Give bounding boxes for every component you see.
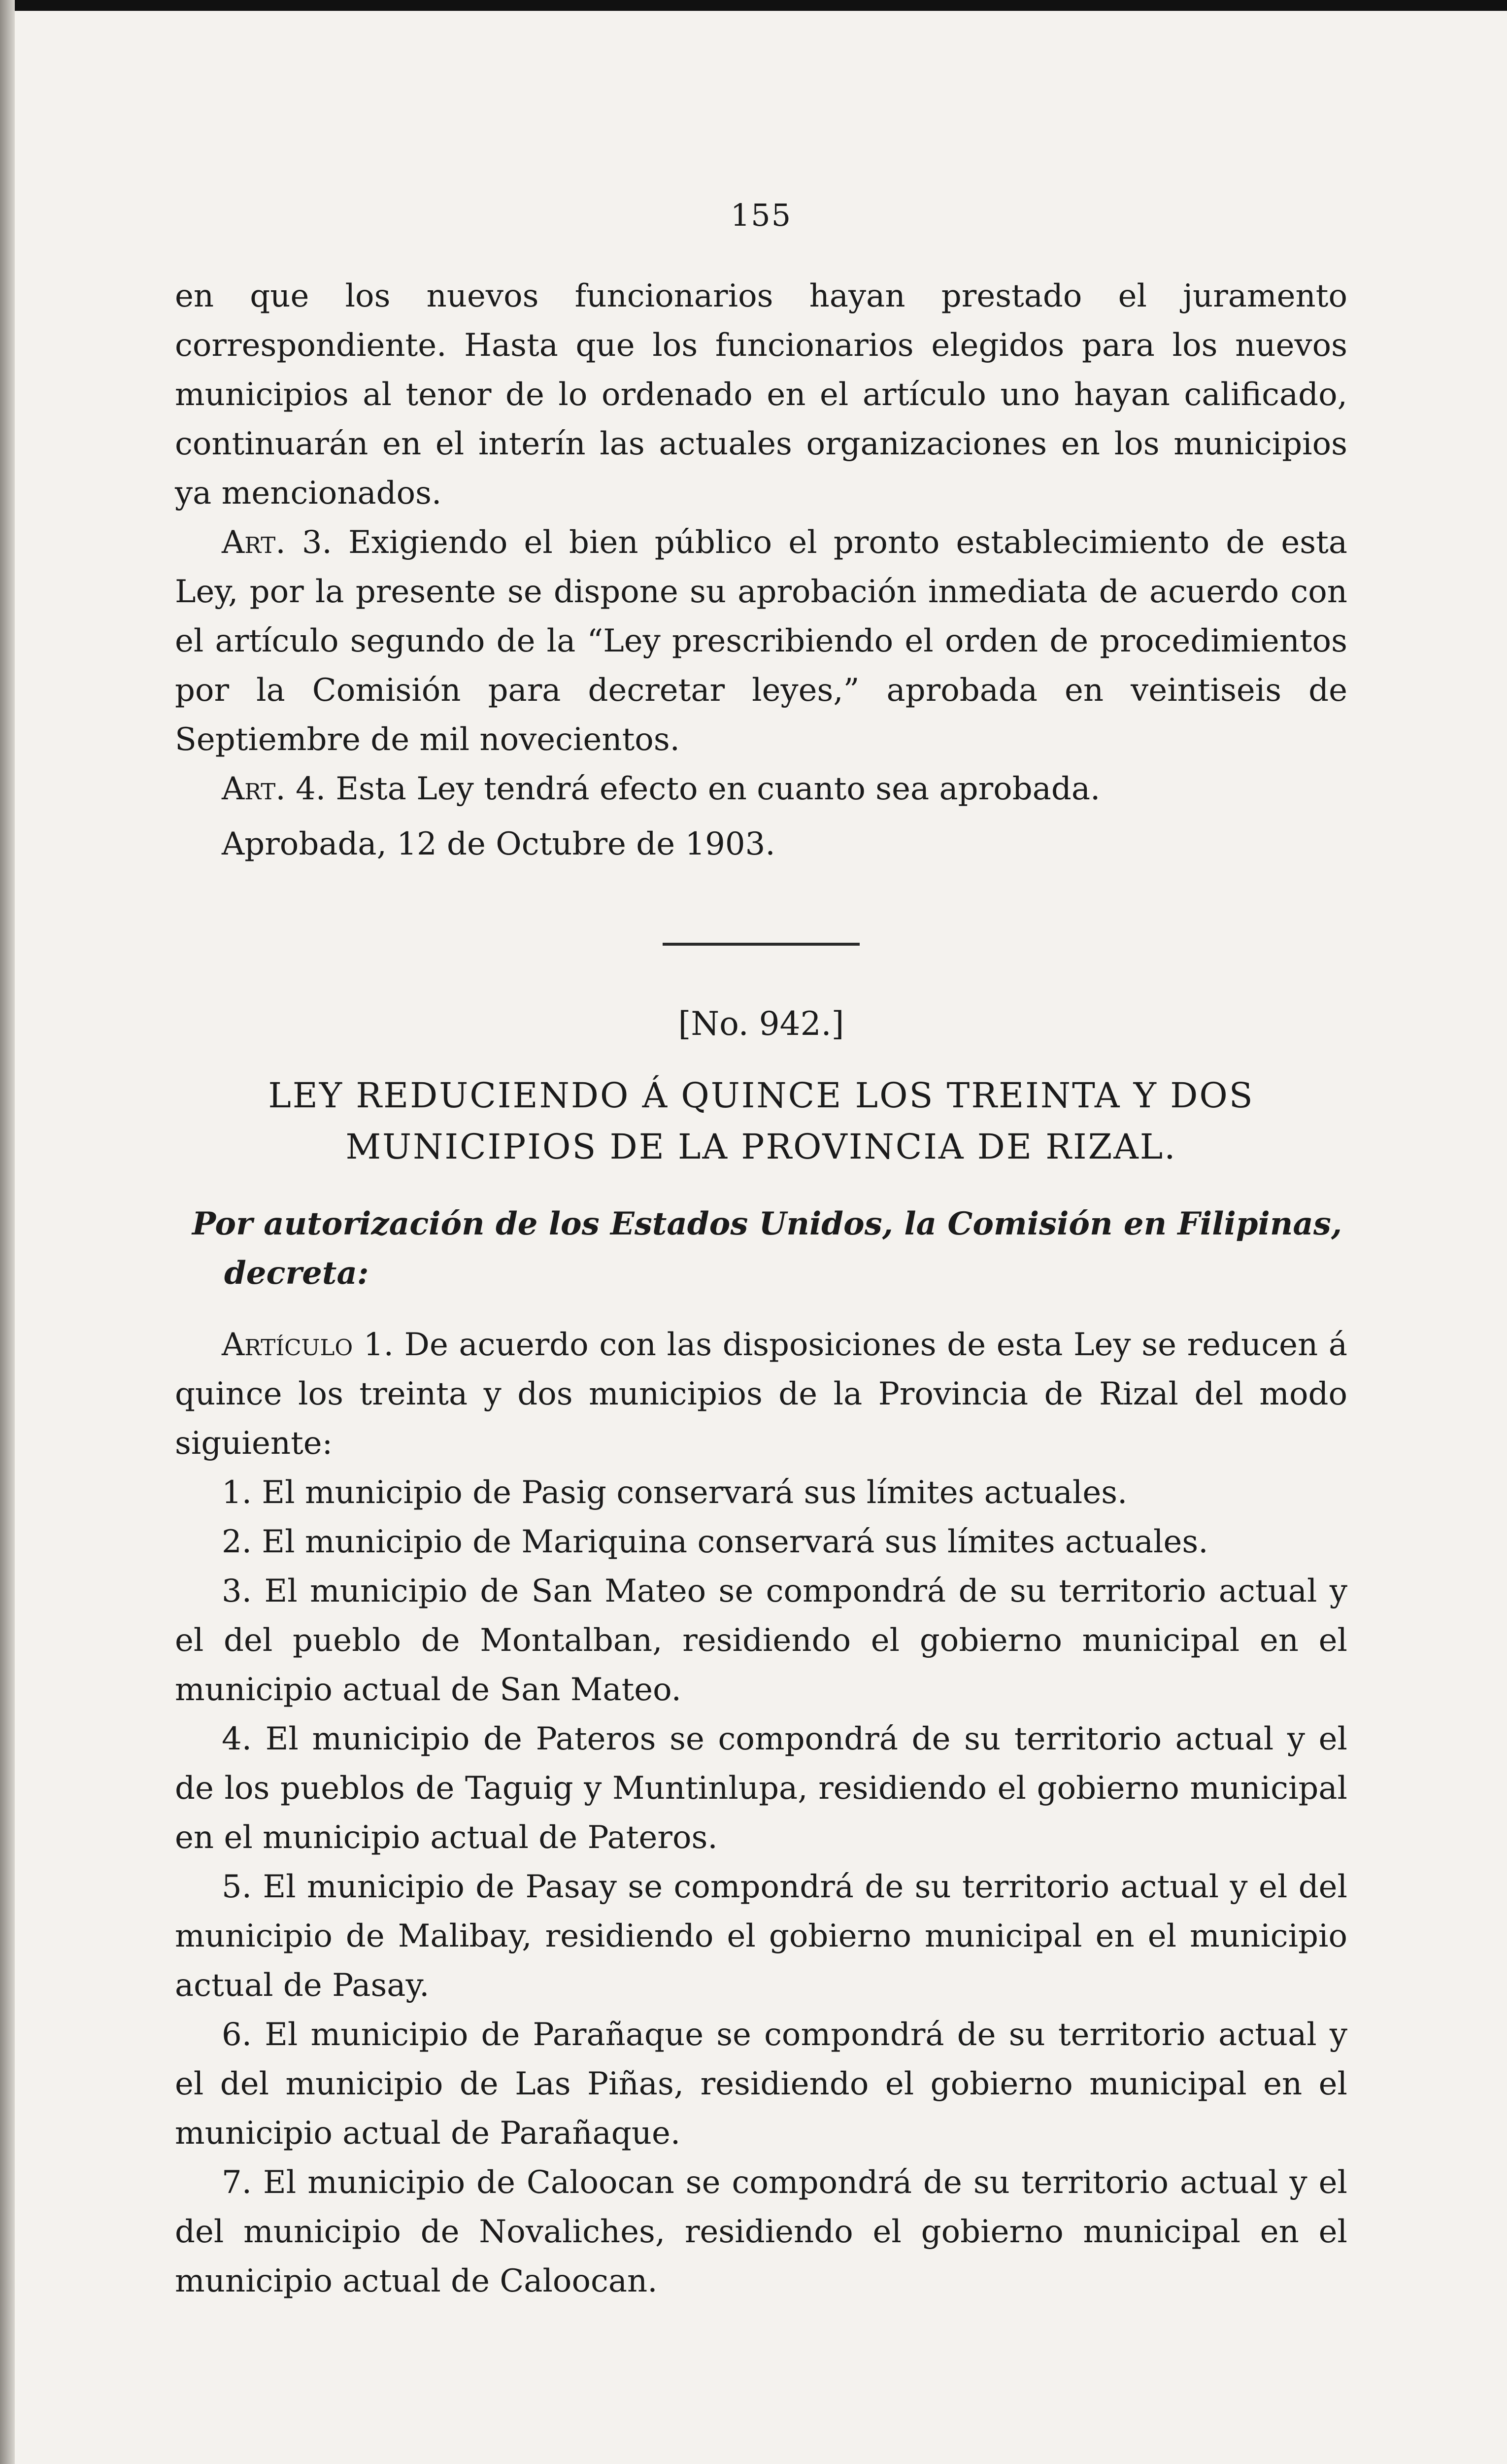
law-title-line-1: LEY REDUCIENDO Á QUINCE LOS TREINTA Y DOS (268, 1075, 1254, 1116)
article-1-text: De acuerdo con las disposiciones de esta Ley se reducen á quince los treinta y dos municipios de la Provincia de Rizal del modo siguiente: (175, 1327, 1348, 1462)
law-title-line-2: MUNICIPIOS DE LA PROVINCIA DE RIZAL. (345, 1127, 1177, 1167)
law-title (175, 1070, 1347, 1172)
approval-date: Aprobada, 12 de Octubre de 1903. (222, 826, 775, 862)
page-number: 155 (730, 197, 792, 233)
list-item: 5. El municipio de Pasay se compondrá de su territorio actual y el del municipio de Malibay, residiendo el gobierno municipal en el municipio actual de Pasay. (175, 1869, 1347, 2004)
article-3-label: Art. 3. (222, 524, 332, 561)
continuation-paragraph: en que los nuevos funcionarios hayan prestado el juramento correspondiente. Hasta que los funcionarios elegidos para los nuevos municipios al tenor de lo ordenado en el artículo uno hayan calificado, continuarán en el interín las actuales organizaciones en los municipios ya mencionados. (175, 278, 1347, 512)
section-divider (663, 943, 860, 946)
enacting-clause-line-1: Por autorización de los Estados Unidos, la Comisión en Filipinas, (192, 1205, 1342, 1242)
list-item: 4. El municipio de Pateros se compondrá de su territorio actual y el de los pueblos de Taguig y Muntinlupa, residiendo el gobierno municipal en el municipio actual de Pateros. (175, 1721, 1347, 1856)
list-item: 1. El municipio de Pasig conservará sus límites actuales. (222, 1474, 1128, 1511)
article-4-label: Art. 4. (222, 771, 326, 807)
list-item: 3. El municipio de San Mateo se compondrá de su territorio actual y el del pueblo de Montalban, residiendo el gobierno municipal en el municipio actual de San Mateo. (175, 1573, 1347, 1708)
list-item: 6. El municipio de Parañaque se compondrá de su territorio actual y el del municipio de Las Piñas, residiendo el gobierno municipal en el municipio actual de Parañaque. (175, 2017, 1347, 2152)
scan-top-edge (0, 0, 1507, 11)
article-4-text: Esta Ley tendrá efecto en cuanto sea aprobada. (335, 771, 1101, 807)
list-item: 7. El municipio de Caloocan se compondrá de su territorio actual y el del municipio de Novaliches, residiendo el gobierno municipal en el municipio actual de Caloocan. (175, 2164, 1347, 2299)
article-4 (175, 764, 1347, 814)
page-content (175, 197, 1347, 2306)
enacting-clause (175, 1199, 1347, 1298)
article-3-text: Exigiendo el bien público el pronto establecimiento de esta Ley, por la presente se dispone su aprobación inmediata de acuerdo con el artículo segundo de la “Ley prescribiendo el orden de procedimientos por la Comisión para decretar leyes,” aprobada en veintiseis de Septiembre de mil novecientos. (175, 524, 1348, 758)
enacting-clause-line-2: decreta: (224, 1255, 369, 1292)
article-1-label: Artículo 1. (222, 1327, 394, 1363)
law-number: [No. 942.] (678, 1005, 844, 1043)
list-item: 2. El municipio de Mariquina conservará sus límites actuales. (222, 1524, 1208, 1560)
scan-binding-edge (0, 0, 15, 2464)
article-1 (175, 1320, 1347, 1468)
article-3 (175, 518, 1347, 764)
